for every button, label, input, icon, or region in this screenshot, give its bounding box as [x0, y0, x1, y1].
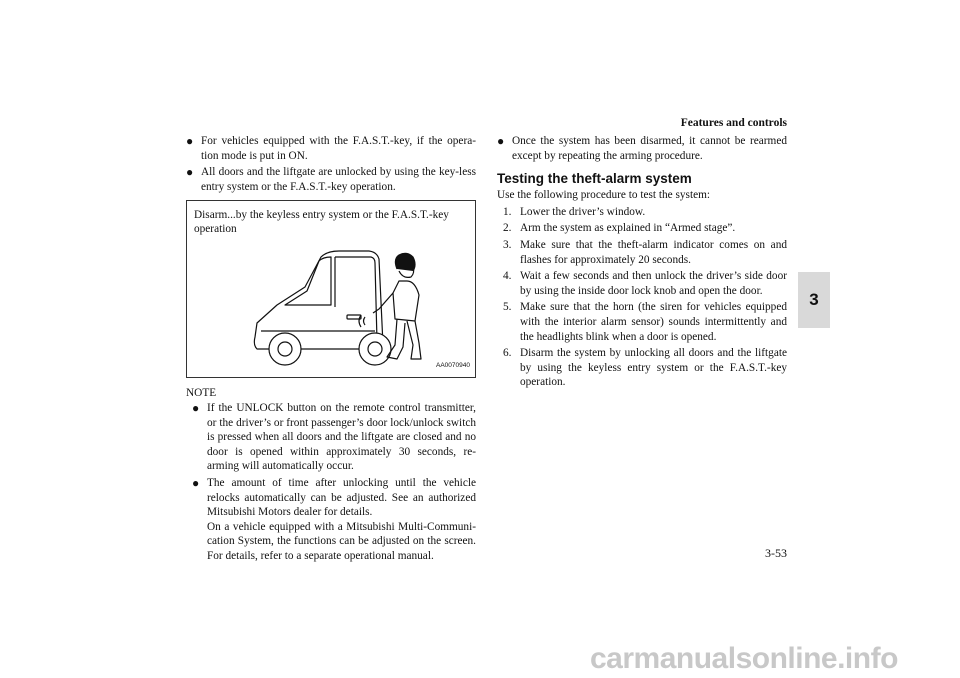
bullet-dot-icon: ● — [192, 400, 200, 415]
front-wheel — [269, 333, 301, 365]
step-text: Lower the driver’s window. — [520, 205, 646, 218]
car-and-person-illustration — [247, 249, 427, 367]
step-item — [503, 269, 787, 298]
bullet-dot-icon: ● — [192, 475, 200, 490]
note-text-continued: On a vehicle equipped with a Mitsubishi Multi-Communi-cation System, the functions can be adjusted on the screen. For details, refer to a separate operational manual. — [207, 520, 476, 562]
bullet-text: All doors and the liftgate are unlocked by using the key-less entry system or the F.A.S.T.-key operation. — [201, 166, 476, 193]
bullet-text: Once the system has been disarmed, it cannot be rearmed except by repeating the arming procedure. — [512, 135, 787, 162]
bullet-dot-icon: ● — [186, 165, 194, 180]
intro-text: Use the following procedure to test the system: — [497, 189, 711, 202]
step-item — [503, 205, 787, 220]
right-column — [497, 134, 787, 392]
step-text: Wait a few seconds and then unlock the driver’s side door by using the inside door lock knob and open the door. — [520, 270, 787, 297]
bullet-dot-icon: ● — [186, 134, 194, 148]
step-number: 6. — [503, 347, 512, 360]
watermark: carmanualsonline.info — [590, 642, 898, 675]
chapter-tab — [798, 272, 830, 328]
rear-wheel — [359, 333, 391, 365]
page-header-title: Features and controls — [680, 117, 787, 129]
car-door-outline — [335, 257, 377, 341]
step-item — [503, 238, 787, 267]
note-item — [192, 476, 476, 564]
bullet-item — [186, 134, 476, 163]
step-text: Make sure that the horn (the siren for vehicles equipped with the interior alarm sensor) sounds intermittently and the headlights blink when a door is opened. — [520, 301, 787, 343]
bullet-text: For vehicles equipped with the F.A.S.T.-key, if the opera-tion mode is put in ON. — [201, 135, 476, 162]
step-number: 5. — [503, 301, 512, 314]
note-text: If the UNLOCK button on the remote control transmitter, or the driver’s or front passenger’s door lock/unlock switch is pressed when all doors and the liftgate are closed and no door is opened within approximately 30 seconds, re-arming will automatically occur. — [207, 401, 476, 473]
figure-code: AA0070940 — [436, 361, 470, 369]
bullet-dot-icon: ● — [497, 134, 505, 148]
section-heading: Testing the theft-alarm system — [497, 171, 692, 187]
left-column — [186, 134, 476, 566]
step-number: 4. — [503, 270, 512, 283]
note-label: NOTE — [186, 387, 217, 400]
illustration-box — [186, 200, 476, 378]
step-number: 3. — [503, 238, 512, 251]
step-item — [503, 221, 787, 236]
chapter-number: 3 — [809, 290, 819, 309]
page-number: 3-53 — [765, 546, 787, 560]
step-item — [503, 346, 787, 390]
note-list — [186, 401, 476, 564]
note-text: The amount of time after unlocking until the vehicle relocks automatically can be adjusted. See an authorized Mitsubishi Motors dealer for details. — [207, 476, 476, 519]
bullet-item — [497, 134, 787, 163]
step-text: Disarm the system by unlocking all doors and the liftgate by using the keyless entry system or the F.A.S.T.-key operation. — [520, 347, 787, 389]
bullet-item — [186, 165, 476, 194]
step-text: Arm the system as explained in “Armed stage”. — [520, 222, 736, 235]
step-text: Make sure that the theft-alarm indicator comes on and flashes for approximately 20 seconds. — [520, 238, 787, 266]
note-item — [192, 401, 476, 474]
step-item — [503, 300, 787, 344]
procedure-steps — [497, 205, 787, 390]
car-body-outline — [254, 251, 383, 349]
figure-caption: Disarm...by the keyless entry system or the F.A.S.T.-key operation — [194, 209, 449, 236]
step-number: 1. — [503, 205, 512, 218]
step-number: 2. — [503, 222, 512, 235]
